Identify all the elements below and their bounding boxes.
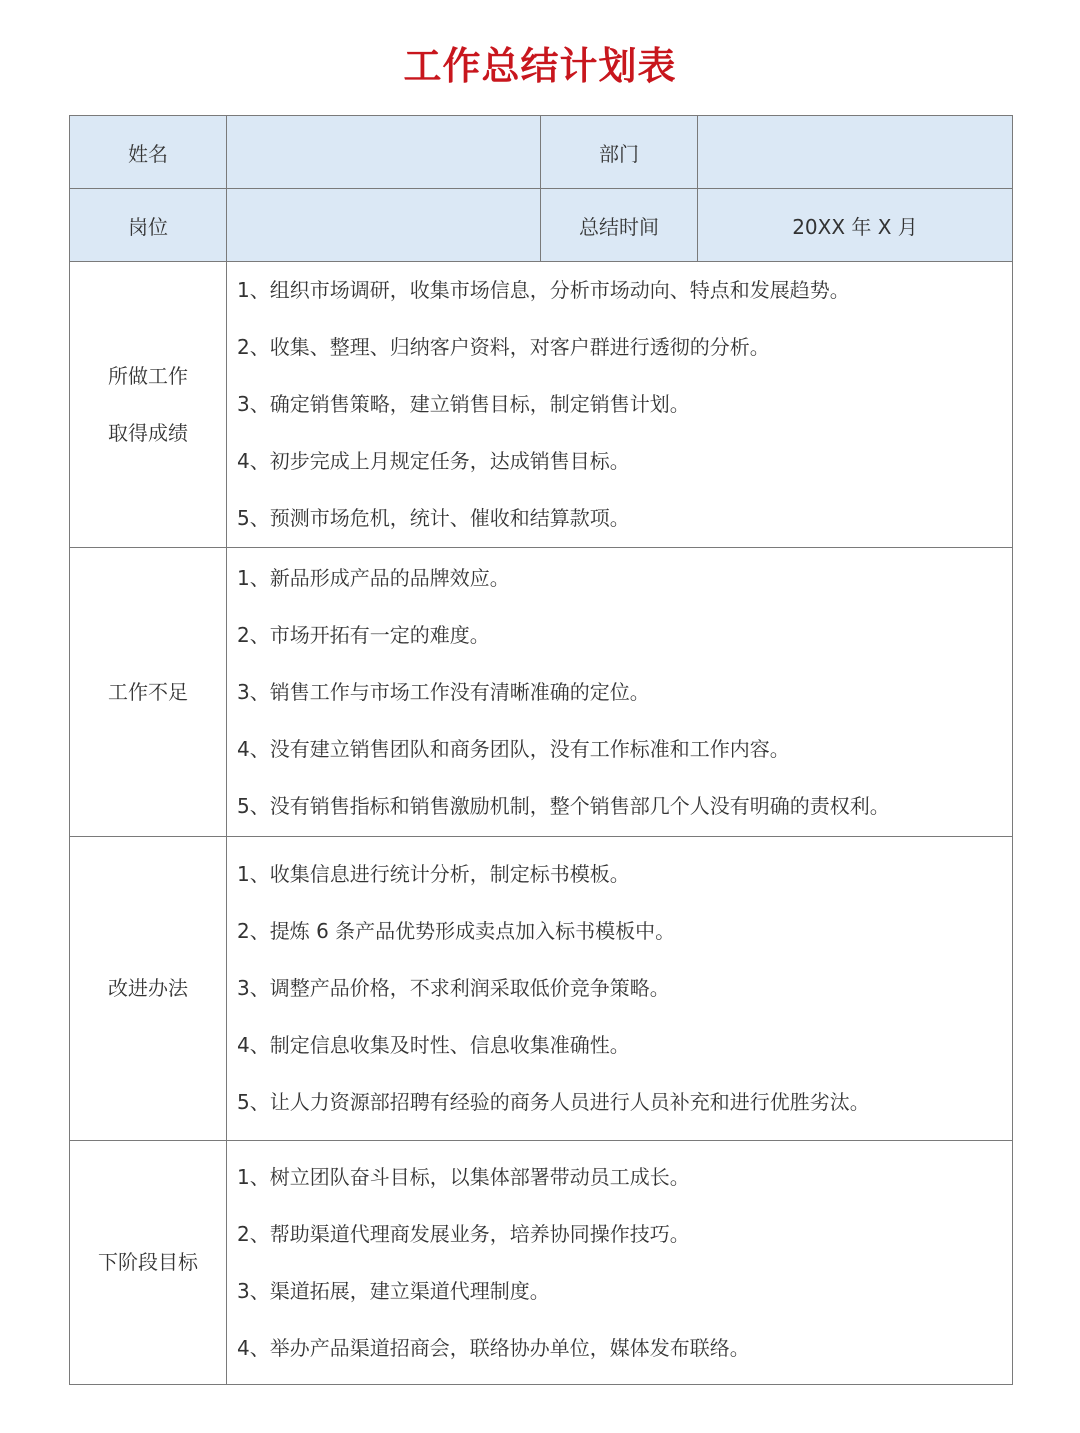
section-label: 工作不足 (70, 548, 227, 837)
section-label: 下阶段目标 (70, 1141, 227, 1385)
section-improvements (70, 837, 1013, 1141)
post-value-cell[interactable] (227, 189, 541, 262)
list-item: 1、收集信息进行统计分析，制定标书模板。 (237, 862, 630, 886)
list-item: 1、组织市场调研，收集市场信息，分析市场动向、特点和发展趋势。 (237, 278, 850, 302)
section-label-line: 取得成绩 (108, 420, 188, 445)
section-label-line: 所做工作 (108, 363, 188, 388)
list-item: 3、销售工作与市场工作没有清晰准确的定位。 (237, 679, 650, 704)
list-item: 4、初步完成上月规定任务，达成销售目标。 (237, 449, 630, 473)
section-items (227, 837, 1013, 1141)
list-item: 4、举办产品渠道招商会，联络协办单位，媒体发布联络。 (237, 1335, 750, 1360)
list-item: 3、渠道拓展，建立渠道代理制度。 (237, 1278, 550, 1303)
section-shortcomings (70, 548, 1013, 837)
name-value-cell[interactable] (227, 116, 541, 189)
time-label: 总结时间 (541, 189, 698, 262)
dept-value-cell[interactable] (698, 116, 1013, 189)
list-item: 2、收集、整理、归纳客户资料，对客户群进行透彻的分析。 (237, 335, 770, 359)
list-item: 1、树立团队奋斗目标，以集体部署带动员工成长。 (237, 1164, 690, 1189)
list-item: 1、新品形成产品的品牌效应。 (237, 565, 510, 590)
name-label: 姓名 (70, 116, 227, 189)
section-items (227, 262, 1013, 548)
list-item: 2、提炼 6 条产品优势形成卖点加入标书模板中。 (237, 919, 676, 943)
section-achievements (70, 262, 1013, 548)
header-row-name (70, 116, 1013, 189)
list-item: 4、制定信息收集及时性、信息收集准确性。 (237, 1033, 630, 1057)
summary-table (69, 115, 1013, 1385)
list-item: 5、没有销售指标和销售激励机制，整个销售部几个人没有明确的责权利。 (237, 793, 890, 818)
header-row-post (70, 189, 1013, 262)
section-next-goals (70, 1141, 1013, 1385)
section-label (70, 262, 227, 548)
time-value[interactable]: 20XX 年 X 月 (698, 189, 1013, 262)
list-item: 3、确定销售策略，建立销售目标，制定销售计划。 (237, 392, 690, 416)
list-item: 2、市场开拓有一定的难度。 (237, 622, 490, 647)
dept-label: 部门 (541, 116, 698, 189)
list-item: 4、没有建立销售团队和商务团队，没有工作标准和工作内容。 (237, 736, 790, 761)
post-label: 岗位 (70, 189, 227, 262)
section-items (227, 548, 1013, 837)
list-item: 2、帮助渠道代理商发展业务，培养协同操作技巧。 (237, 1221, 690, 1246)
section-items (227, 1141, 1013, 1385)
list-item: 5、让人力资源部招聘有经验的商务人员进行人员补充和进行优胜劣汰。 (237, 1090, 870, 1114)
list-item: 5、预测市场危机，统计、催收和结算款项。 (237, 506, 630, 530)
list-item: 3、调整产品价格，不求利润采取低价竞争策略。 (237, 976, 670, 1000)
page-title: 工作总结计划表 (403, 44, 677, 88)
section-label: 改进办法 (70, 837, 227, 1141)
